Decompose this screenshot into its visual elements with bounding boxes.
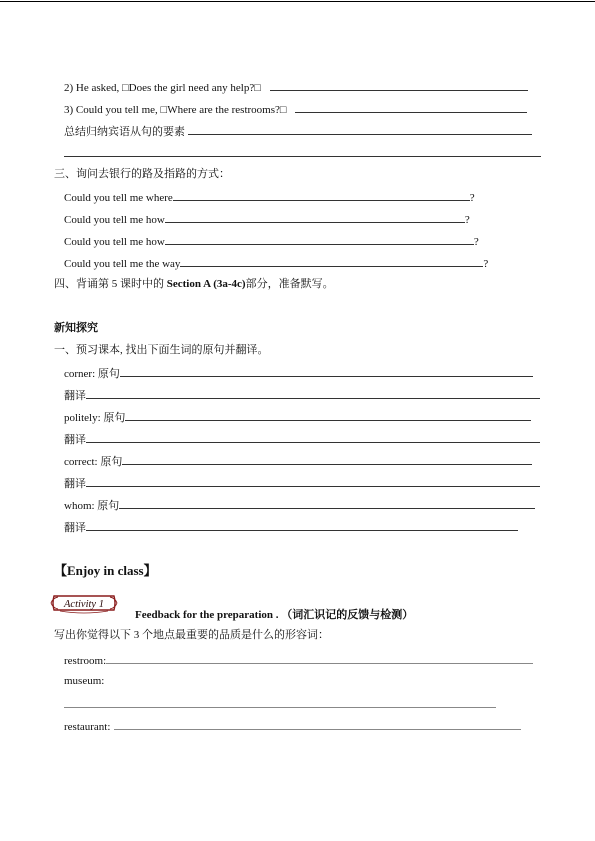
answer-blank[interactable] [64,145,541,157]
top-rule [0,1,595,2]
answer-blank[interactable] [114,718,521,730]
answer-blank[interactable] [295,101,527,113]
place-line [64,652,533,666]
answer-blank[interactable] [165,211,465,223]
section-4-line [54,277,334,291]
answer-blank[interactable] [86,387,540,399]
answer-blank[interactable] [173,189,470,201]
direction-line [64,233,479,247]
vocab-word: whom: 原句 [64,500,120,512]
vocab-line [64,409,531,423]
translation-line [64,475,540,489]
explore-title: 新知探究 [54,322,98,334]
direction-line [64,255,488,269]
question-3-text: 3) Could you tell me, □Where are the restrooms?□ [64,104,287,116]
direction-prompt: Could you tell me the way [64,258,181,270]
answer-blank[interactable] [86,431,540,443]
translation-line [64,431,540,445]
enjoy-title: 【Enjoy in class】 [54,563,157,578]
question-2 [64,79,528,93]
answer-blank[interactable] [120,365,533,377]
place-line [64,674,104,688]
explore-heading: 一、预习课本, 找出下面生词的原句并翻译。 [54,344,269,356]
task-heading: 写出你觉得以下 3 个地点最重要的品质是什么的形容词： [54,629,329,641]
answer-blank[interactable] [122,453,532,465]
activity-title: Feedback for the preparation . [135,609,279,621]
question-3 [64,101,527,115]
answer-blank[interactable] [86,475,540,487]
question-2-text: 2) He asked, □Does the girl need any help?□ [64,82,261,94]
place-label: museum: [64,675,105,687]
summary-row-2 [64,145,541,159]
vocab-line [64,497,535,511]
place-label: restaurant: [64,721,111,733]
activity-badge-icon [50,592,118,614]
answer-blank[interactable] [165,233,474,245]
summary-row [64,123,532,137]
place-line [64,718,521,732]
vocab-word: corner: 原句 [64,368,120,380]
answer-blank[interactable] [106,652,533,664]
translation-label: 翻译 [64,478,86,490]
section-4-bold: Section A (3a-4c) [166,278,246,290]
vocab-line [64,365,533,379]
vocab-word: politely: 原句 [64,412,126,424]
direction-prompt: Could you tell me how [64,214,165,226]
translation-line [64,387,540,401]
direction-prompt: Could you tell me how [64,236,165,248]
translation-label: 翻译 [64,390,86,402]
question-mark: ? [464,214,470,226]
answer-blank[interactable] [188,123,532,135]
question-mark: ? [483,258,489,270]
direction-line [64,189,475,203]
translation-label: 翻译 [64,434,86,446]
activity-badge-label: Activity 1 [64,599,104,610]
answer-blank[interactable] [180,255,483,267]
answer-blank[interactable] [64,696,496,708]
answer-blank[interactable] [119,497,535,509]
vocab-word: correct: 原句 [64,456,123,468]
translation-label: 翻译 [64,522,86,534]
question-mark: ? [469,192,475,204]
section-3-heading: 三、询问去银行的路及指路的方式： [54,168,230,180]
activity-subtitle: （词汇识记的反馈与检测） [281,609,414,621]
section-4-post: 部分，准备默写。 [245,278,334,290]
direction-line [64,211,470,225]
translation-line [64,519,518,533]
question-mark: ? [473,236,479,248]
answer-blank[interactable] [86,519,518,531]
answer-blank[interactable] [125,409,531,421]
summary-label: 总结归纳宾语从句的要素 [64,126,185,138]
place-line-2 [64,696,496,710]
activity-title-line [135,606,413,622]
section-4-pre: 四、背诵第 5 课时中的 [54,278,167,290]
answer-blank[interactable] [270,79,528,91]
vocab-line [64,453,532,467]
direction-prompt: Could you tell me where [64,192,173,204]
place-label: restroom: [64,655,107,667]
